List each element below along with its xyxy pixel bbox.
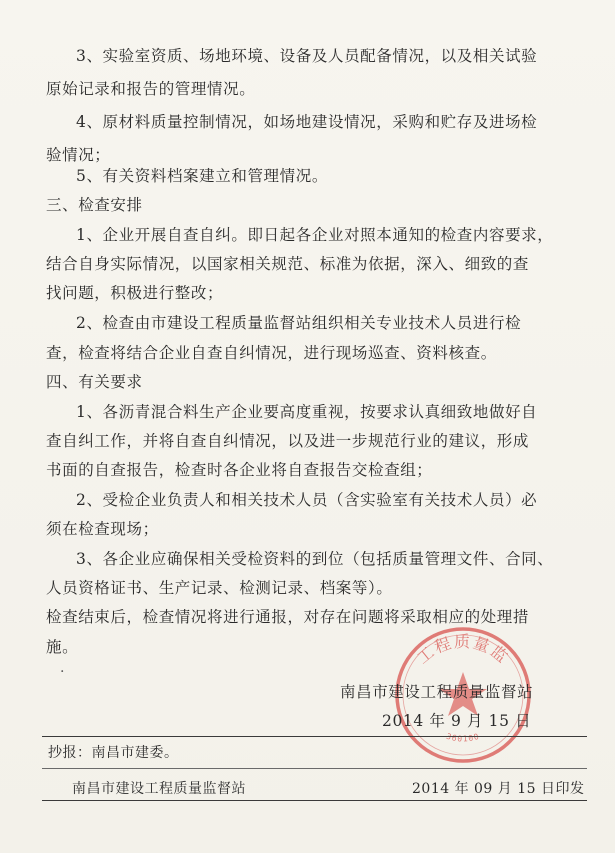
signature-date: 2014 年 9 月 15 日	[382, 712, 532, 730]
seal-text-top: 工程质量监	[413, 632, 513, 668]
body-line-15: 书面的自查报告，检查时各企业将自查报告交检查组；	[46, 461, 433, 479]
body-line-10: 2、检查由市建设工程质量监督站组织相关专业技术人员进行检	[76, 314, 522, 332]
footer-rule-top	[42, 736, 587, 737]
body-line-8: 结合自身实际情况，以国家相关规范、标准为依据，深入、细致的查	[46, 255, 530, 273]
body-line-21: 施。	[46, 638, 79, 656]
body-line-11: 查，检查将结合企业自查自纠情况，进行现场巡查、资料核查。	[46, 344, 497, 362]
section-heading-4: 四、有关要求	[46, 373, 143, 391]
footer-rule-bottom	[42, 800, 587, 801]
section-heading-3: 三、检查安排	[46, 196, 143, 214]
body-line-19: 人员资格证书、生产记录、检测记录、档案等）。	[46, 579, 393, 597]
body-line-7: 1、企业开展自查自纠。即日起各企业对照本通知的检查内容要求，	[76, 226, 554, 244]
footer-issuer: 南昌市建设工程质量监督站	[72, 781, 246, 797]
signature-organization: 南昌市建设工程质量监督站	[340, 683, 534, 701]
body-line-4: 验情况；	[46, 146, 111, 164]
body-line-1: 3、实验室资质、场地环境、设备及人员配备情况，以及相关试验	[76, 47, 538, 65]
body-line-9: 找问题，积极进行整改；	[46, 284, 224, 302]
body-line-5: 5、有关资料档案建立和管理情况。	[76, 167, 328, 185]
stray-mark: .	[60, 660, 65, 676]
body-line-13: 1、各沥青混合料生产企业要高度重视，按要求认真细致地做好自	[76, 403, 538, 421]
body-line-18: 3、各企业应确保相关受检资料的到位（包括质量管理文件、合同、	[76, 550, 554, 568]
seal-text-bottom: 360100	[445, 731, 481, 744]
body-line-14: 查自纠工作，并将自查自纠情况，以及进一步规范行业的建议，形成	[46, 432, 530, 450]
footer-rule-middle	[42, 768, 587, 769]
footer-issue-date: 2014 年 09 月 15 日印发	[412, 781, 585, 797]
body-line-20: 检查结束后，检查情况将进行通报，对存在问题将采取相应的处理措	[46, 608, 530, 626]
body-line-16: 2、受检企业负责人和相关技术人员（含实验室有关技术人员）必	[76, 491, 538, 509]
body-line-3: 4、原材料质量控制情况，如场地建设情况，采购和贮存及进场检	[76, 113, 538, 131]
body-line-17: 须在检查现场；	[46, 520, 159, 538]
svg-text:360100	[445, 732, 481, 744]
body-line-2: 原始记录和报告的管理情况。	[46, 80, 256, 98]
cc-line: 抄报：南昌市建委。	[48, 745, 179, 761]
